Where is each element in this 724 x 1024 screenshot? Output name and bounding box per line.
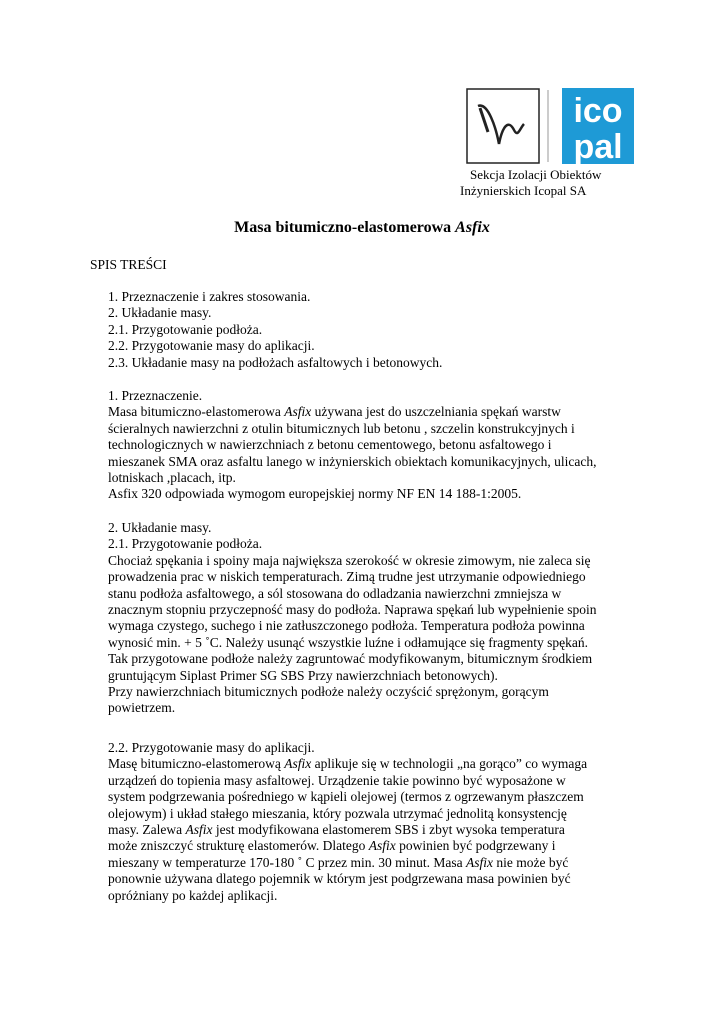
- paragraph-line: [108, 822, 648, 838]
- text-span: powinien być podgrzewany i: [395, 838, 556, 854]
- toc-item: 2.2. Przygotowanie masy do aplikacji.: [108, 338, 315, 354]
- paragraph-line: stanu podłoża asfaltowego, a sól stosowana do odladzania nawierzchni zmniejsza w: [108, 585, 562, 601]
- paragraph-line: urządzeń do topienia masy asfaltowej. Urządzenie takie powinno być wyposażone w: [108, 772, 566, 788]
- text-span: masy. Zalewa: [108, 822, 186, 838]
- table-of-contents: [108, 289, 648, 371]
- paragraph-line: opróżniany po każdej aplikacji.: [108, 887, 278, 903]
- document-title: [0, 219, 724, 237]
- paragraph-line: [108, 855, 648, 871]
- title-main: Masa bitumiczno-elastomerowa: [234, 219, 456, 236]
- paragraph-line: mieszanek SMA oraz asfaltu lanego w inżynierskich obiektach komunikacyjnych, ulicach,: [108, 453, 597, 469]
- paragraph-line: [108, 756, 648, 772]
- text-span: Masa bitumiczno-elastomerowa: [108, 404, 285, 420]
- paragraph-line: [108, 838, 648, 854]
- paragraph-line: technologicznych w nawierzchniach z betonu cementowego, betonu asfaltowego i: [108, 437, 552, 453]
- product-name: Asfix: [284, 404, 312, 420]
- text-span: Masę bitumiczno-elastomerową: [108, 756, 285, 772]
- section-1-heading: 1. Przeznaczenie.: [108, 388, 203, 403]
- paragraph-line: olejowym) i układ stałego mieszania, który pozwala utrzymać jednolitą konsystencję: [108, 805, 567, 821]
- product-name: Asfix: [185, 822, 213, 838]
- text-span: używana jest do uszczelniania spękań warstw: [311, 404, 561, 420]
- toc-item: 1. Przeznaczenie i zakres stosowania.: [108, 289, 311, 304]
- logo-frame: [467, 89, 539, 163]
- toc-item: 2.1. Przygotowanie podłoża.: [108, 321, 263, 337]
- section-2-1-heading: 2.1. Przygotowanie podłoża.: [108, 536, 263, 552]
- logo-text-pal: pal: [573, 128, 623, 164]
- paragraph-line: Asfix 320 odpowiada wymogom europejskiej normy NF EN 14 188-1:2005.: [108, 486, 522, 502]
- product-name: Asfix: [284, 756, 312, 772]
- section-2-2-heading: 2.2. Przygotowanie masy do aplikacji.: [108, 740, 315, 755]
- paragraph-line: ponownie używana dlatego pojemnik w którym jest podgrzewana masa powinien być: [108, 871, 571, 887]
- section-2-2: [108, 740, 648, 904]
- paragraph-line: ścieralnych nawierzchni z otulin bitumicznych lub betonu , szczelin konstrukcyjnych i: [108, 420, 575, 436]
- paragraph-line: Przy nawierzchniach bitumicznych podłoże należy oczyścić sprężonym, gorącym: [108, 684, 549, 700]
- paragraph-line: powietrzem.: [108, 700, 176, 716]
- paragraph-line: gruntującym Siplast Primer SG SBS Przy nawierzchniach betonowych).: [108, 667, 498, 683]
- organization-name: [460, 167, 630, 199]
- org-line-1: Sekcja Izolacji Obiektów: [470, 167, 602, 182]
- section-1: [108, 388, 648, 503]
- section-2: [108, 520, 648, 717]
- paragraph-line: znacznym stopniu przyczepność masy do podłoża. Naprawa spękań lub wypełnienie spoin: [108, 602, 597, 618]
- paragraph-line: wymaga czystego, suchego i nie zatłuszczonego podłoża. Temperatura podłoża powinna: [108, 618, 585, 634]
- text-span: jest modyfikowana elastomerem SBS i zbyt wysoka temperatura: [212, 822, 565, 838]
- toc-heading: SPIS TREŚCI: [90, 257, 167, 272]
- toc-item: 2.3. Układanie masy na podłożach asfaltowych i betonowych.: [108, 354, 443, 370]
- paragraph-line: lotniskach ,placach, itp.: [108, 470, 236, 486]
- product-name: Asfix: [466, 854, 494, 870]
- paragraph-line: [108, 404, 648, 420]
- paragraph-line: Chociaż spękania i spoiny maja największa szerokość w okresie zimowym, nie zaleca się: [108, 552, 591, 568]
- icopal-logo: [466, 88, 634, 164]
- product-name: Asfix: [368, 838, 396, 854]
- section-2-heading: 2. Układanie masy.: [108, 520, 212, 535]
- title-product: Asfix: [455, 219, 490, 236]
- text-span: mieszany w temperaturze 170-180 ˚ C przez min. 30 minut. Masa: [108, 854, 467, 870]
- paragraph-line: prowadzenia prac w niskich temperaturach. Zimą trudne jest utrzymanie odpowiedniego: [108, 569, 586, 585]
- paragraph-line: wynosić min. + 5 ˚C. Należy usunąć wszystkie luźne i odłamujące się fragmenty spękań.: [108, 634, 588, 650]
- toc-item: 2. Układanie masy.: [108, 305, 212, 321]
- text-span: aplikuje się w technologii „na gorąco” co wymaga: [311, 756, 588, 772]
- logo-text-ico: ico: [573, 92, 623, 130]
- text-span: może zniszczyć strukturę elastomerów. Dlatego: [108, 838, 369, 854]
- org-line-2: Inżynierskich Icopal SA: [460, 183, 587, 198]
- paragraph-line: Tak przygotowane podłoże należy zagruntować modyfikowanym, bitumicznym środkiem: [108, 651, 593, 667]
- paragraph-line: system podgrzewania pośredniego w kąpieli olejowej (termos z ogrzewanym płaszczem: [108, 789, 584, 805]
- text-span: nie może być: [493, 854, 569, 870]
